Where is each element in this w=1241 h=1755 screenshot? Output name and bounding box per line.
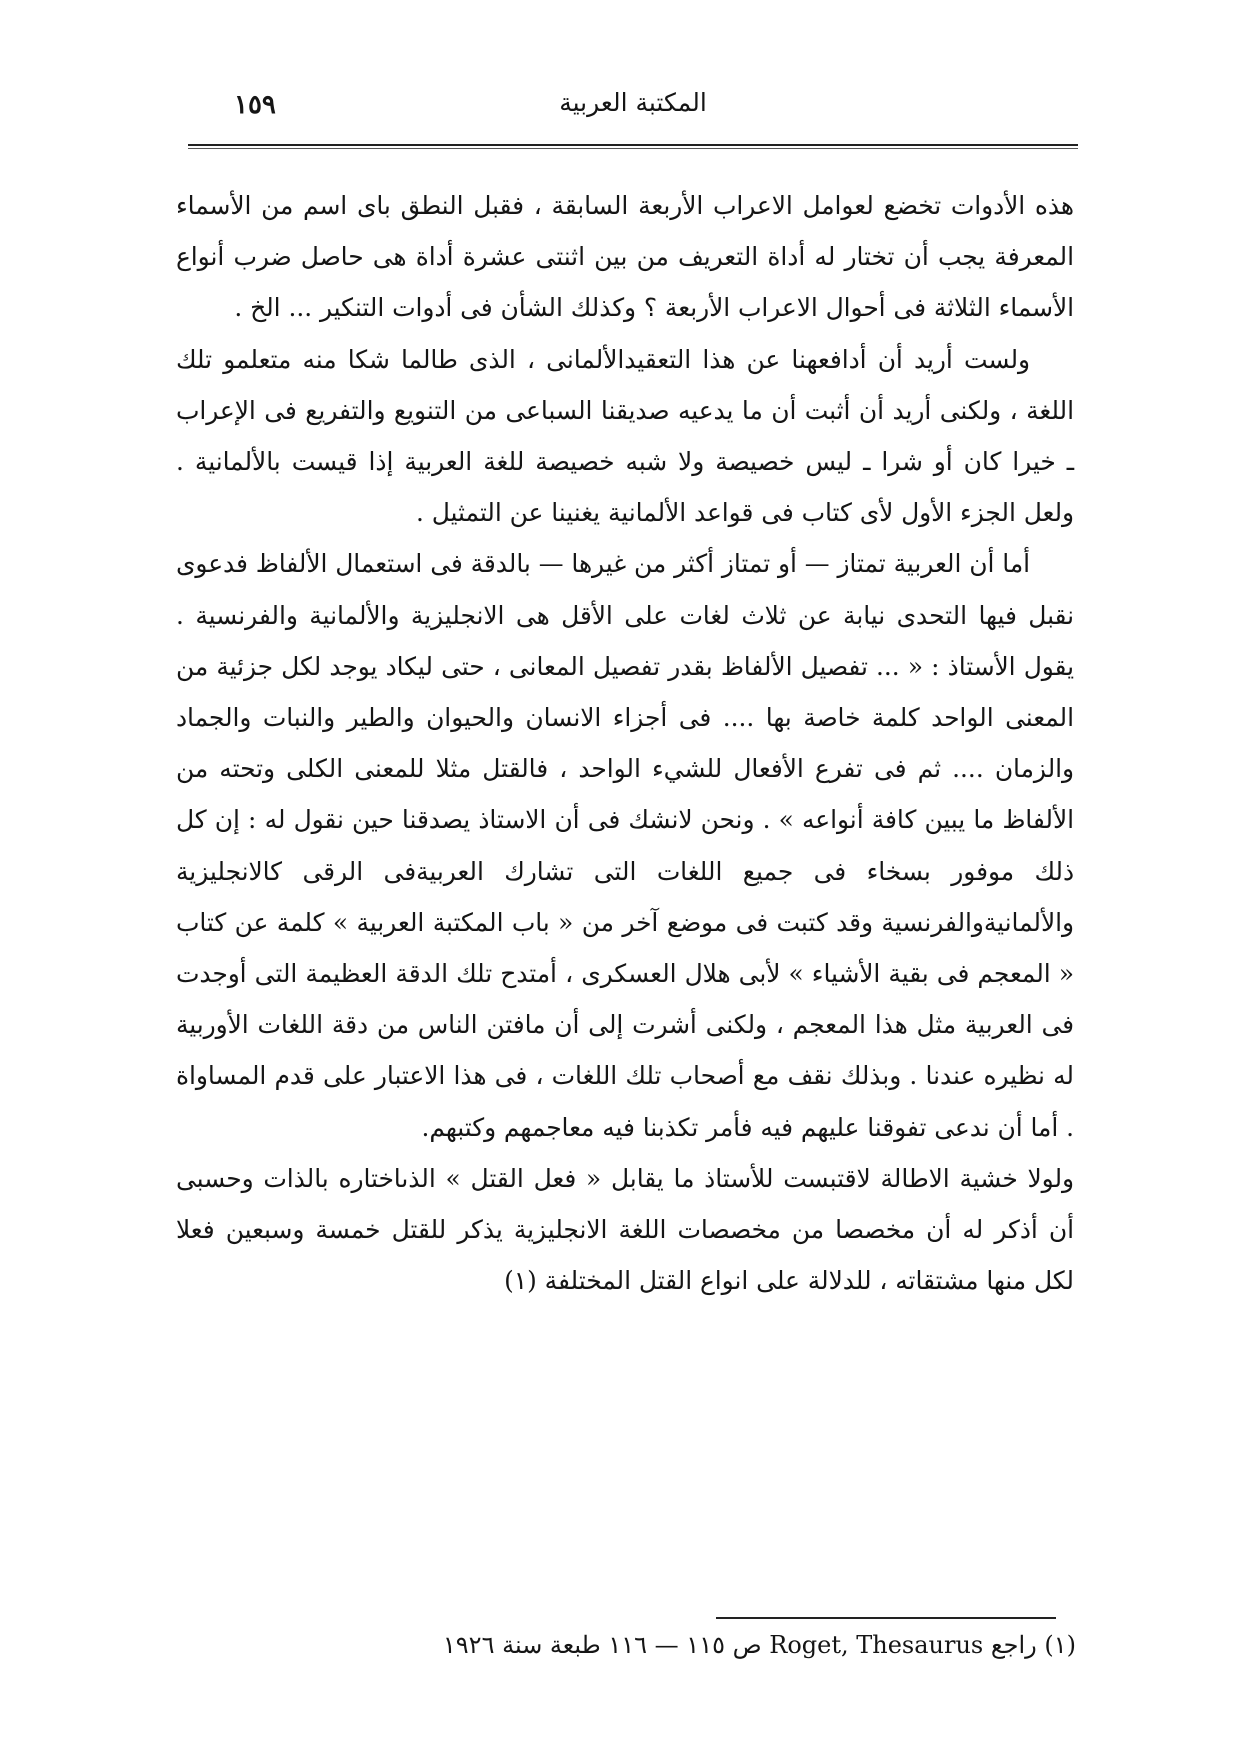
paragraph-3: أما أن العربية تمتاز — أو تمتاز أكثر من غيرها — بالدقة فى استعمال الألفاظ فدعوى نقبل فيها التحدى نيابة عن ثلاث لغات على الأقل هى الانجليزية والألمانية والفرنسية . يقول الأستاذ : « ... تفصيل الألفاظ بقدر تفصيل المعانى ، حتى ليكاد يوجد لكل جزئية من المعنى الواحد كلمة خاصة بها .... فى أجزاء الانسان والحيوان والطير والنبات والجماد والزمان .... ثم فى تفرع الأفعال للشيء الواحد ، فالقتل مثلا للمعنى الكلى وتحته من الألفاظ ما يبين كافة أنواعه » . ونحن لانشك فى أن الاستاذ يصدقنا حين نقول له : إن كل ذلك موفور بسخاء فى جميع اللغات التى تشارك العربيةفى الرقى كالانجليزية والألمانيةوالفرنسية وقد كتبت فى موضع آخر من « باب المكتبة العربية » كلمة عن كتاب « المعجم فى بقية الأشياء » لأبى هلال العسكرى ، أمتدح تلك الدقة العظيمة التى أوجدت فى العربية مثل هذا المعجم ، ولكنى أشرت إلى أن مافتن الناس من دقة اللغات الأوربية له نظيره عندنا . وبذلك نقف مع أصحاب تلك اللغات ، فى هذا الاعتبار على قدم المساواة . أما أن ندعى تفوقنا عليهم فيه فأمر تكذبنا فيه معاجمهم وكتبهم. [176, 549, 1074, 1142]
footnote: (١) راجع Roget, Thesaurus ص ١١٥ — ١١٦ طبعة سنة ١٩٢٦ [442, 1631, 1076, 1659]
header-rule [188, 144, 1078, 146]
paragraph-1: هذه الأدوات تخضع لعوامل الاعراب الأربعة السابقة ، فقبل النطق باى اسم من الأسماء المعرفة يجب أن تختار له أداة التعريف من بين اثنتى عشرة أداة هى حاصل ضرب أنواع الأسماء الثلاثة فى أحوال الاعراب الأربعة ؟ وكذلك الشأن فى أدوات التنكير ... الخ . [176, 191, 1074, 323]
header-rule-thin [188, 148, 1078, 149]
page-header [188, 88, 1078, 128]
running-head-title: المكتبة العربية [559, 88, 707, 117]
paragraph-2: ولست أريد أن أدافعهنا عن هذا التعقيدالألمانى ، الذى طالما شكا منه متعلمو تلك اللغة ، ولكنى أريد أن أثبت أن ما يدعيه صديقنا السباعى من التنويع والتفريع فى الإعراب ـ خيرا كان أو شرا ـ ليس خصيصة ولا شبه خصيصة للغة العربية إذا قيست بالألمانية . ولعل الجزء الأول لأى كتاب فى قواعد الألمانية يغنينا عن التمثيل . [176, 344, 1074, 528]
body-text [176, 180, 1074, 1620]
footnote-rule [716, 1617, 1056, 1619]
page-number: ١٥٩ [234, 90, 276, 120]
paragraph-4: ولولا خشية الاطالة لاقتبست للأستاذ ما يقابل « فعل القتل » الذىاختاره بالذات وحسبى أن أذكر له أن مخصصا من مخصصات اللغة الانجليزية يذكر للقتل خمسة وسبعين فعلا لكل منها مشتقاته ، للدلالة على انواع القتل المختلفة (١) [176, 1163, 1074, 1296]
